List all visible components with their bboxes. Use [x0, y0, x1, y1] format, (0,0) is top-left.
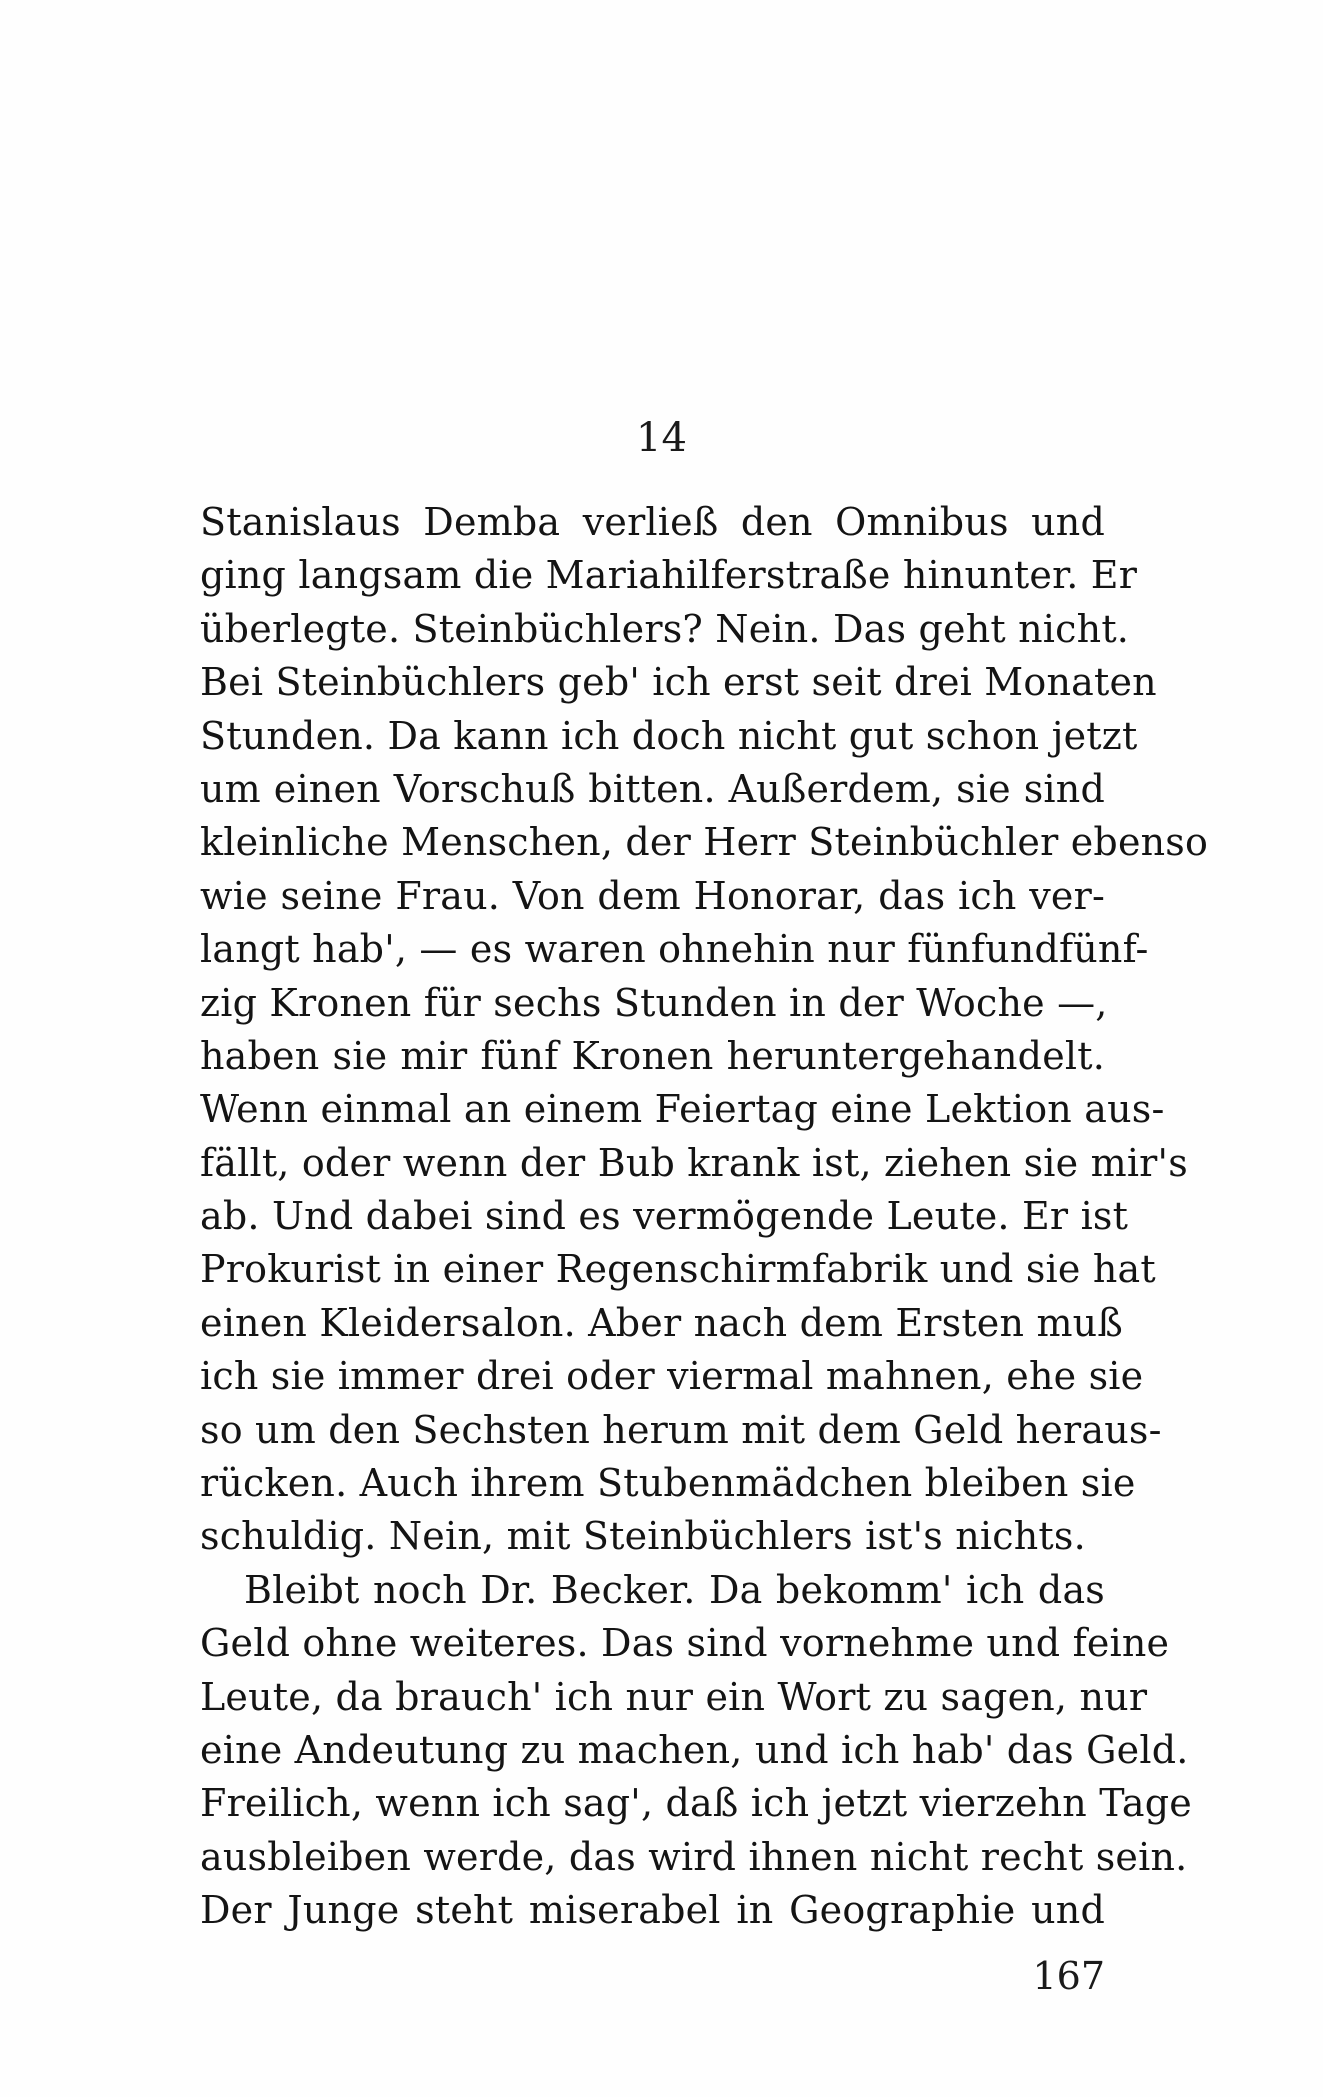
text-line: Freilich, wenn ich sag', daß ich jetzt vierzehn Tage: [200, 1781, 1192, 1826]
chapter-number: 14: [636, 415, 687, 461]
text-line: Der Junge steht miserabel in Geographie und: [200, 1888, 1105, 1933]
text-line: fällt, oder wenn der Bub krank ist, ziehen sie mir's: [200, 1140, 1188, 1185]
page-number: 167: [1032, 1954, 1105, 1998]
text-line: zig Kronen für sechs Stunden in der Woche —,: [200, 980, 1108, 1025]
text-line: wie seine Frau. Von dem Honorar, das ich ver-: [200, 873, 1105, 918]
text-line: langt hab', — es waren ohnehin nur fünfundfünf-: [200, 927, 1149, 972]
text-line: Leute, da brauch' ich nur ein Wort zu sagen, nur: [200, 1674, 1148, 1719]
text-line: einen Kleidersalon. Aber nach dem Ersten muß: [200, 1300, 1123, 1345]
text-line: Wenn einmal an einem Feiertag eine Lektion aus-: [200, 1087, 1165, 1132]
text-line: Stunden. Da kann ich doch nicht gut schon jetzt: [200, 713, 1138, 758]
body-text: [200, 496, 1209, 1938]
text-line: Bei Steinbüchlers geb' ich erst seit drei Monaten: [200, 660, 1157, 705]
text-line: Stanislaus Demba verließ den Omnibus und: [200, 500, 1105, 544]
text-line: ausbleiben werde, das wird ihnen nicht recht sein.: [200, 1834, 1188, 1879]
text-line: um einen Vorschuß bitten. Außerdem, sie sind: [200, 766, 1105, 811]
text-line: Prokurist in einer Regenschirmfabrik und sie hat: [200, 1247, 1156, 1292]
text-line: schuldig. Nein, mit Steinbüchlers ist's nichts.: [200, 1514, 1086, 1559]
text-line: haben sie mir fünf Kronen heruntergehandelt.: [200, 1033, 1105, 1078]
text-line: ich sie immer drei oder viermal mahnen, ehe sie: [200, 1354, 1144, 1399]
text-line: eine Andeutung zu machen, und ich hab' das Geld.: [200, 1727, 1189, 1772]
text-line: kleinliche Menschen, der Herr Steinbüchler ebenso: [200, 820, 1209, 865]
text-line: ging langsam die Mariahilferstraße hinunter. Er: [200, 553, 1138, 598]
text-line: so um den Sechsten herum mit dem Geld heraus-: [200, 1407, 1162, 1452]
text-line: Geld ohne weiteres. Das sind vornehme und feine: [200, 1621, 1170, 1666]
text-line: rücken. Auch ihrem Stubenmädchen bleiben sie: [200, 1461, 1136, 1506]
text-line: überlegte. Steinbüchlers? Nein. Das geht nicht.: [200, 606, 1130, 651]
text-line: ab. Und dabei sind es vermögende Leute. Er ist: [200, 1194, 1129, 1239]
text-line: Bleibt noch Dr. Becker. Da bekomm' ich das: [244, 1567, 1105, 1612]
